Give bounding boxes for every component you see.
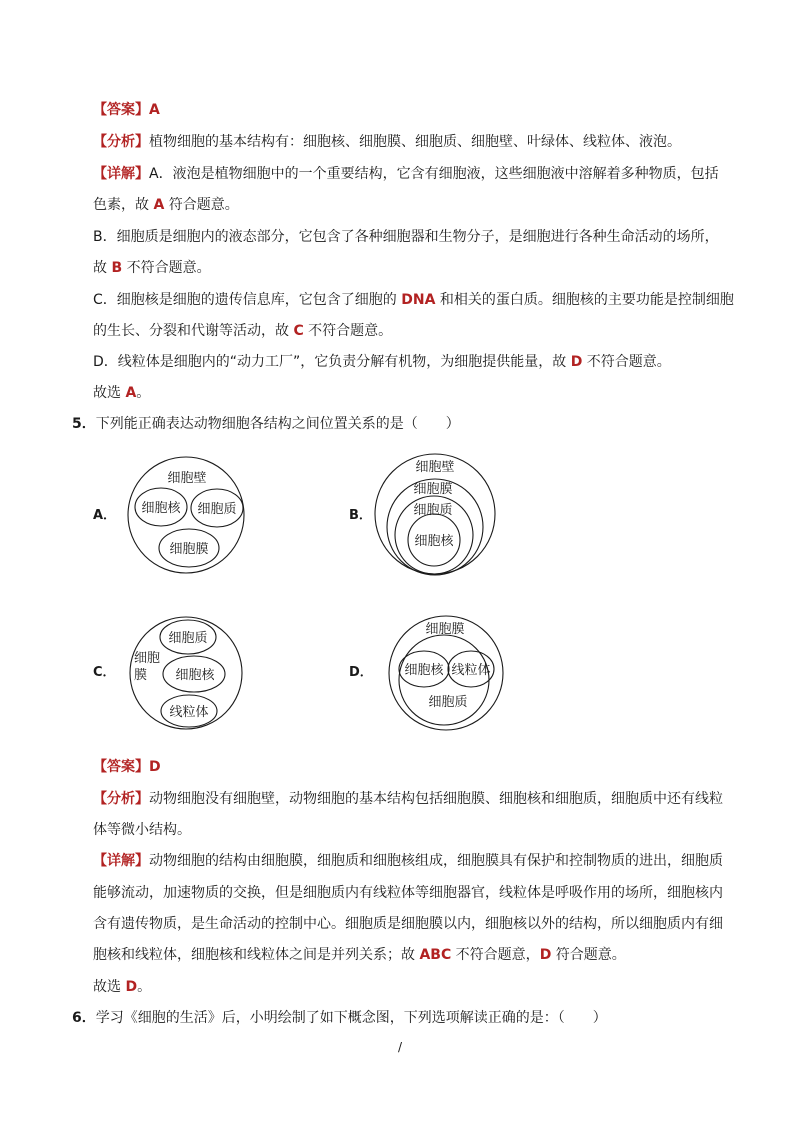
choose-text: 。 [136, 385, 151, 401]
q6-stem [72, 1009, 607, 1027]
detail-text: 和相关的蛋白质。细胞核的主要功能是控制细胞 [435, 292, 734, 308]
detail-tag: 【详解】 [93, 853, 149, 869]
detail-text: 动物细胞的结构由细胞膜，细胞质和细胞核组成，细胞膜具有保护和控制物质的进出，细胞质 [149, 853, 723, 869]
option-b-label[interactable]: B． [349, 508, 372, 523]
q5-detail-line1 [93, 852, 723, 870]
option-letter: C [293, 323, 304, 339]
option-a-label[interactable]: A． [93, 508, 117, 523]
q4-detail-a-line2 [93, 196, 239, 214]
choose-text: 故选 [93, 385, 126, 401]
detail-text: 不符合题意。 [303, 323, 393, 339]
question-text: 下列能正确表达动物细胞各结构之间位置关系的是（ ） [95, 416, 460, 432]
answer-value: A [149, 102, 160, 118]
detail-text: 不符合题意。 [122, 260, 211, 276]
option-c-diagram[interactable] [128, 616, 244, 732]
circle-3-label: 细胞质 [413, 503, 453, 518]
detail-text: A．液泡是植物细胞中的一个重要结构，它含有细胞液，这些细胞液中溶解着多种物质，包括 [149, 166, 719, 182]
question-number: 6． [72, 1010, 96, 1026]
q5-detail-line2 [93, 884, 723, 902]
circle-2-label: 细胞膜 [413, 482, 453, 497]
question-number: 5． [72, 416, 96, 432]
q5-choose [93, 978, 151, 996]
detail-tag: 【详解】 [93, 166, 149, 182]
middle-label: 细胞核 [175, 668, 215, 683]
option-d-label[interactable]: D． [349, 665, 373, 680]
analysis-text: 体等微小结构。 [93, 822, 191, 838]
left-label-1: 细胞 [134, 651, 161, 666]
question-text: 学习《细胞的生活》后，小明绘制了如下概念图，下列选项解读正确的是：（ ） [95, 1010, 607, 1026]
left-label: 细胞核 [141, 501, 181, 516]
q4-answer [93, 101, 160, 119]
left-label-2: 膜 [134, 668, 148, 683]
top-label: 细胞质 [168, 631, 208, 646]
q4-detail-d [93, 353, 671, 371]
detail-text: 符合题意。 [551, 947, 626, 963]
detail-text: 符合题意。 [164, 197, 239, 213]
q4-detail-b-line1 [93, 228, 719, 246]
outer-label: 细胞壁 [167, 471, 207, 486]
answer-tag: 【答案】 [93, 102, 149, 118]
option-letter: B [111, 260, 123, 276]
answer-tag: 【答案】 [93, 759, 149, 775]
right-label: 线粒体 [451, 663, 491, 678]
term-dna: DNA [401, 292, 436, 308]
analysis-text: 动物细胞没有细胞壁，动物细胞的基本结构包括细胞膜、细胞核和细胞质，细胞质中还有线粒 [149, 791, 723, 807]
q4-analysis [93, 133, 681, 151]
analysis-tag: 【分析】 [93, 134, 149, 150]
top-label: 细胞膜 [425, 622, 465, 637]
detail-text: B．细胞质是细胞内的液态部分，它包含了各种细胞器和生物分子，是细胞进行各种生命活动的场所， [93, 229, 719, 245]
q5-detail-line4 [93, 946, 626, 964]
q4-detail-c-line2 [93, 322, 392, 340]
choose-text: 。 [137, 979, 152, 995]
choose-letter: A [125, 385, 137, 401]
option-letter: D [570, 354, 583, 370]
page-number: / [398, 1040, 403, 1054]
answer-value: D [149, 759, 161, 775]
left-label: 细胞核 [404, 663, 444, 678]
choose-letter: D [125, 979, 138, 995]
q5-stem [72, 415, 460, 433]
detail-text: 胞核和线粒体，细胞核和线粒体之间是并列关系；故 [93, 947, 420, 963]
option-b-diagram[interactable] [373, 452, 498, 578]
detail-text: 能够流动，加速物质的交换，但是细胞质内有线粒体等细胞器官，线粒体是呼吸作用的场所，细胞核内 [93, 885, 723, 901]
option-a-diagram[interactable] [125, 455, 250, 577]
detail-text: 不符合题意， [451, 947, 540, 963]
bottom-label: 线粒体 [169, 705, 209, 720]
detail-text: 的生长、分裂和代谢等活动，故 [93, 323, 294, 339]
detail-text: 故 [93, 260, 112, 276]
option-letter: A [153, 197, 165, 213]
analysis-text: 植物细胞的基本结构有：细胞核、细胞膜、细胞质、细胞壁、叶绿体、线粒体、液泡。 [149, 134, 681, 150]
option-c-label[interactable]: C． [93, 665, 116, 680]
option-letter: D [539, 947, 552, 963]
circle-1-label: 细胞壁 [415, 460, 455, 475]
right-label: 细胞质 [197, 502, 237, 517]
q4-detail-a-line1 [93, 165, 719, 183]
option-d-diagram[interactable] [388, 614, 506, 732]
choose-text: 故选 [93, 979, 126, 995]
bottom-label: 细胞质 [428, 695, 468, 710]
q5-analysis-line1 [93, 790, 723, 808]
q4-choose [93, 384, 150, 402]
analysis-tag: 【分析】 [93, 791, 149, 807]
q5-analysis-line2 [93, 821, 191, 839]
detail-text: D．线粒体是细胞内的“动力工厂”，它负责分解有机物，为细胞提供能量，故 [93, 354, 571, 370]
detail-text: 色素，故 [93, 197, 154, 213]
q4-detail-b-line2 [93, 259, 211, 277]
detail-text: 不符合题意。 [582, 354, 671, 370]
circle-4-label: 细胞核 [414, 534, 454, 549]
q4-detail-c-line1 [93, 291, 734, 309]
bottom-label: 细胞膜 [169, 542, 209, 557]
q5-detail-line3 [93, 915, 723, 933]
detail-text: C．细胞核是细胞的遗传信息库，它包含了细胞的 [93, 292, 402, 308]
detail-text: 含有遗传物质，是生命活动的控制中心。细胞质是细胞膜以内，细胞核以外的结构，所以细胞质内有细 [93, 916, 723, 932]
q5-answer [93, 758, 161, 776]
option-letters: ABC [419, 947, 452, 963]
